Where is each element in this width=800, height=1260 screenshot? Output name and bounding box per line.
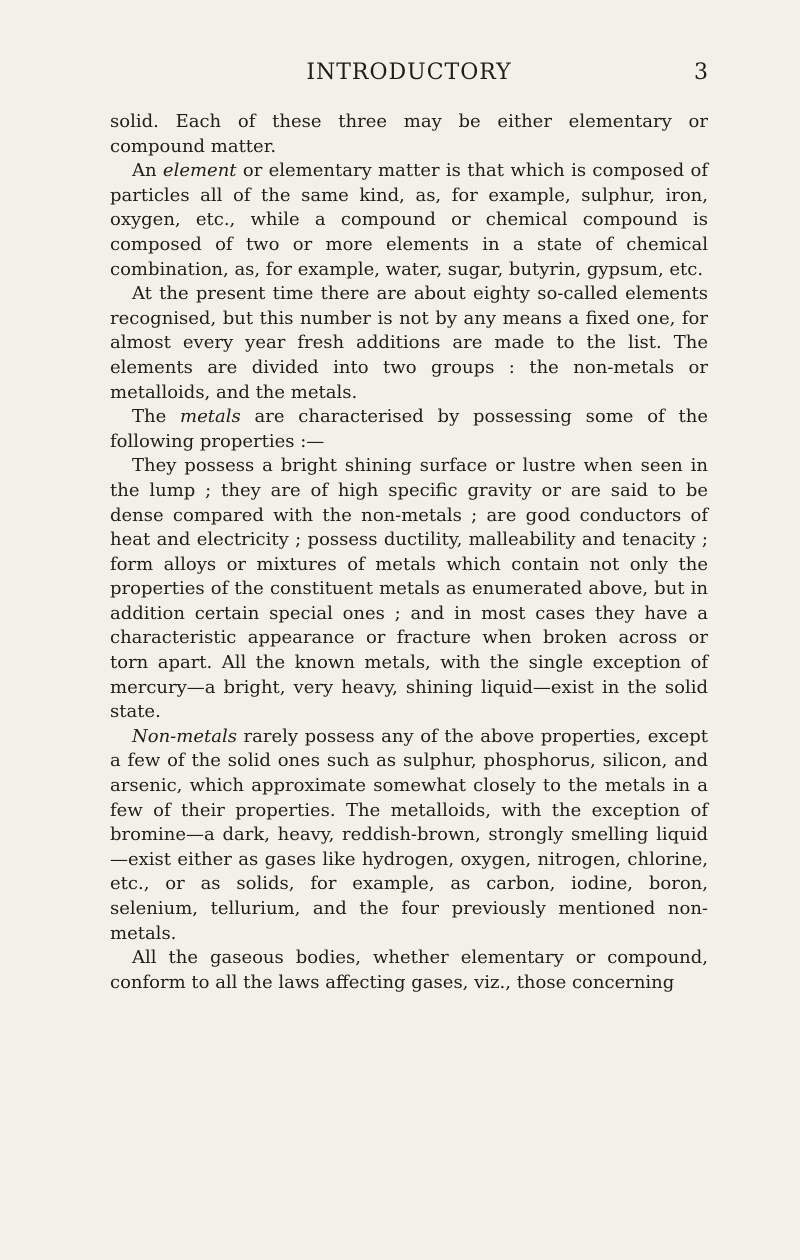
body-text bbox=[110, 110, 708, 995]
italic-term: metals bbox=[180, 406, 241, 428]
paragraph-text: The bbox=[132, 406, 181, 428]
paragraph-text: or elementary matter is that which is composed of particles all of the same kind, as, for example, sulphur, iron, oxygen, etc., while a compound or chemical compound is composed of two or more elements in a state of chemical combination, as, for example, water, sugar, butyrin, gypsum, etc. bbox=[110, 160, 708, 280]
page-number: 3 bbox=[694, 60, 708, 85]
paragraph-text: All the gaseous bodies, whether elementary or compound, conform to all the laws affecting gases, viz., those concerning bbox=[110, 947, 708, 993]
paragraph-text: rarely possess any of the above properties, except a few of the solid ones such as sulphur, phosphorus, silicon, and arsenic, which approximate somewhat closely to the metals in a few of their properties. The metalloids, with the exception of bromine—a dark, heavy, reddish-brown, strongly smelling liquid—exist either as gases like hydrogen, oxygen, nitrogen, chlorine, etc., or as solids, for example, as carbon, iodine, boron, selenium, tellurium, and the four previously mentioned non-metals. bbox=[110, 725, 708, 944]
paragraph-text: solid. Each of these three may be either elementary or compound matter. bbox=[110, 111, 708, 157]
running-title: INTRODUCTORY bbox=[306, 60, 512, 85]
paragraph bbox=[110, 159, 708, 282]
running-head bbox=[110, 60, 708, 90]
paragraph bbox=[110, 454, 708, 725]
paragraph-text: They possess a bright shining surface or lustre when seen in the lump ; they are of high specific gravity or are said to be dense compared with the non-metals ; are good conductors of heat and electricity ; possess ductility, malleability and tenacity ; form alloys or mixtures of metals which contain not only the properties of the constituent metals as enumerated above, but in addition certain special ones ; and in most cases they have a characteristic appearance or fracture when broken across or torn apart. All the known metals, with the single exception of mercury—a bright, very heavy, shining liquid—exist in the solid state. bbox=[110, 455, 708, 723]
italic-term: element bbox=[162, 160, 237, 182]
paragraph-text: An bbox=[132, 160, 163, 182]
paragraph bbox=[110, 110, 708, 159]
paragraph bbox=[110, 946, 708, 995]
italic-term: Non-metals bbox=[132, 725, 237, 747]
paragraph bbox=[110, 282, 708, 405]
paragraph bbox=[110, 725, 708, 946]
paragraph-text: are characterised by possessing some of the following properties :— bbox=[110, 406, 708, 452]
paragraph-text: At the present time there are about eighty so-called elements recognised, but this number is not by any means a fixed one, for almost every year fresh additions are made to the list. The elements are divided into two groups : the non-metals or metalloids, and the metals. bbox=[110, 283, 708, 403]
paragraph bbox=[110, 405, 708, 454]
